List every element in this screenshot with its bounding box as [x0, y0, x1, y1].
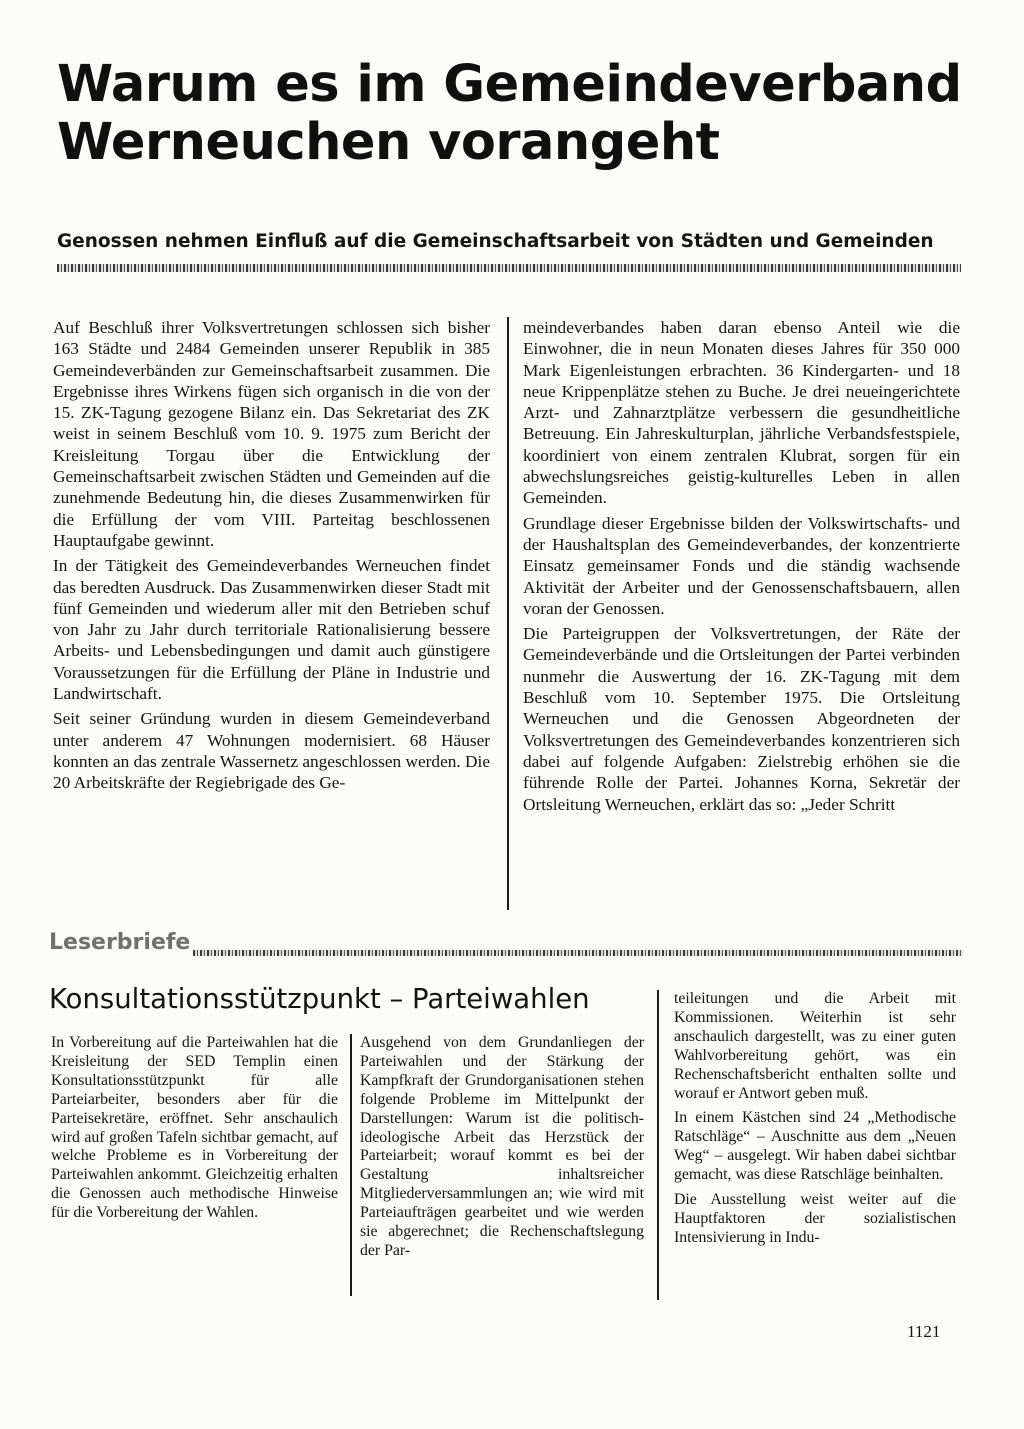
article-headline: Warum es im Gemeindeverband Werneuchen vorangeht — [57, 55, 962, 172]
letter-paragraph: Die Ausstellung weist weiter auf die Hauptfaktoren der sozialistischen Intensivierung in Indu- — [674, 1191, 956, 1246]
article-subheadline: Genossen nehmen Einfluß auf die Gemeinschaftsarbeit von Städten und Gemeinden — [57, 231, 934, 252]
letter-title: Konsultationsstützpunkt – Parteiwahlen — [49, 983, 590, 1015]
column-divider — [657, 990, 659, 1300]
letter-paragraph: In Vorbereitung auf die Parteiwahlen hat die Kreisleitung der SED Templin einen Konsultationsstützpunkt für alle Parteiarbeiter, besonders aber für die Parteisekretäre, eröffnet. Sehr anschaulich wird auf großen Tafeln sichtbar gemacht, auf welche Probleme es in Vorbereitung der Parteiwahlen ankommt. Gleichzeitig erhalten die Genossen auch methodische Hinweise für die Vorbereitung der Wahlen. — [51, 1034, 338, 1222]
letter-paragraph: In einem Kästchen sind 24 „Methodische Ratschläge“ – Auschnitte aus dem „Neuen Weg“ – ausgelegt. Wir haben dabei sichtbar gemacht, was diese Ratschläge beinhalten. — [674, 1109, 956, 1184]
article-paragraph: Die Parteigruppen der Volksvertretungen, der Räte der Gemeindeverbände und die Ortsleitungen der Partei verbinden nunmehr die Auswertung der 16. ZK-Tagung mit dem Beschluß vom 10. September 1975. Die Ortsleitung Werneuchen und die Genossen Abgeordneten der Volksvertretungen des Gemeindeverbandes konzentrieren sich dabei auf folgende Aufgaben: Zielstrebig erhöhen sie die führende Rolle der Partei. Johannes Korna, Sekretär der Ortsleitung Werneuchen, erklärt das so: „Jeder Schritt — [523, 624, 960, 814]
article-paragraph: In der Tätigkeit des Gemeindeverbandes Werneuchen findet das beredten Ausdruck. Das Zusammenwirken dieser Stadt mit fünf Gemeinden und wiederum aller mit den Betrieben schuf von Jahr zu Jahr durch territoriale Rationalisierung bessere Arbeits- und Lebensbedingungen und damit auch günstigere Voraussetzungen für die Erfüllung der Pläne in Industrie und Landwirtschaft. — [53, 556, 490, 704]
article-column-2 — [523, 317, 960, 819]
article-paragraph: meindeverbandes haben daran ebenso Anteil wie die Einwohner, die in neun Monaten dieses Jahres für 350 000 Mark Eigenleistungen erbrachten. 36 Kindergarten- und 18 neue Krippenplätze stehen zu Buche. Je drei neueingerichtete Arzt- und Zahnarztplätze verbessern die gesundheitliche Betreuung. Ein Jahreskulturplan, jährliche Verbandsfestspiele, koordiniert von einem zentralen Klubrat, sorgen für ein abwechslungsreiches geistig-kulturelles Leben in allen Gemeinden. — [523, 318, 960, 508]
section-label-leserbriefe: Leserbriefe — [49, 930, 191, 955]
letter-paragraph: Ausgehend von dem Grundanliegen der Parteiwahlen und der Stärkung der Kampfkraft der Grundorganisationen stehen folgende Probleme im Mittelpunkt der Darstellungen: Warum ist die politisch-ideologische Arbeit das Herzstück der Parteiarbeit; worauf kommt es bei der Gestaltung inhaltsreicher Mitgliederversammlungen an; wie wird mit Parteiaufträgen gearbeitet und wie werden sie abgerechnet; die Rechenschaftslegung der Par- — [360, 1034, 644, 1259]
article-column-1 — [53, 317, 490, 798]
article-paragraph: Seit seiner Gründung wurden in diesem Gemeindeverband unter anderem 47 Wohnungen modernisiert. 68 Häuser konnten an das zentrale Wassernetz angeschlossen werden. Die 20 Arbeitskräfte der Regiebrigade des Ge- — [53, 709, 490, 793]
article-paragraph: Auf Beschluß ihrer Volksvertretungen schlossen sich bisher 163 Städte und 2484 Gemeinden unserer Republik in 385 Gemeindeverbänden zur Gemeinschaftsarbeit zusammen. Die Ergebnisse ihres Wirkens fügen sich organisch in die von der 15. ZK-Tagung gezogene Bilanz ein. Das Sekretariat des ZK weist in seinem Beschluß vom 10. 9. 1975 zum Bericht der Kreisleitung Torgau über die Entwicklung der Gemeinschaftsarbeit zwischen Städten und Gemeinden auf die zunehmende Bedeutung hin, die dieses Zusammenwirken für die Erfüllung der vom VIII. Parteitag beschlossenen Hauptaufgabe gewinnt. — [53, 318, 490, 550]
headline-hatched-rule — [57, 264, 961, 272]
letter-column-3 — [674, 990, 956, 1254]
letter-column-2 — [360, 1034, 644, 1267]
section-hatched-rule — [193, 950, 963, 956]
column-divider — [507, 317, 509, 910]
letter-paragraph: teileitungen und die Arbeit mit Kommissionen. Weiterhin ist sehr anschaulich dargestellt, was zu einer guten Wahlvorbereitung gehört, was ein Rechenschaftsbericht enthalten sollte und worauf er Antwort geben muß. — [674, 990, 956, 1102]
letter-column-1 — [51, 1034, 338, 1229]
column-divider — [350, 1034, 352, 1296]
page-number: 1121 — [907, 1322, 941, 1341]
article-paragraph: Grundlage dieser Ergebnisse bilden der Volkswirtschafts- und der Haushaltsplan des Gemeindeverbandes, der konzentrierte Einsatz gemeinsamer Fonds und die ständig wachsende Aktivität der Arbeiter und der Genossenschaftsbauern, allen voran der Genossen. — [523, 513, 960, 618]
